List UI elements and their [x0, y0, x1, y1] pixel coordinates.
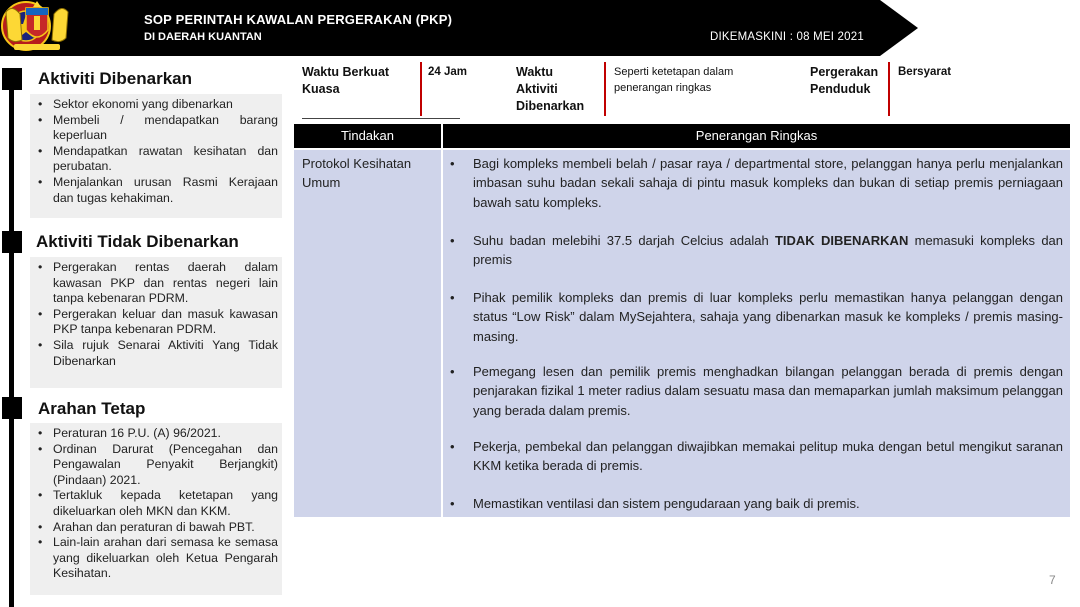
info-separator	[420, 62, 422, 116]
table-row-label: Protokol Kesihatan Umum	[294, 150, 441, 517]
section-title-arahan-tetap: Arahan Tetap	[38, 399, 146, 418]
section-title-aktiviti-dibenarkan: Aktiviti Dibenarkan	[38, 69, 192, 88]
list-item: • Sektor ekonomi yang dibenarkan	[38, 97, 278, 113]
info-separator	[888, 62, 890, 116]
description-item: Pihak pemilik kompleks dan premis di luar kompleks perlu memastikan hanya pelanggan dengan status “Low Risk” dalam MySejahtera, sahaja yang dibenarkan masuk ke kompleks / premis masing-masing.	[473, 290, 1063, 344]
timeline-marker	[2, 231, 22, 253]
list-item: • Arahan dan peraturan di bawah PBT.	[38, 520, 278, 536]
section-box-aktiviti-tidak-dibenarkan	[30, 257, 282, 388]
info-underline	[302, 118, 460, 119]
table-header-penerangan: Penerangan Ringkas	[443, 124, 1070, 148]
page-title: SOP PERINTAH KAWALAN PERGERAKAN (PKP)	[144, 12, 453, 27]
bullet-icon: •	[450, 233, 455, 248]
header-arrow-shape	[0, 0, 918, 56]
section-box-arahan-tetap	[30, 423, 282, 595]
table-header-tindakan: Tindakan	[294, 124, 441, 148]
waktu-berkuat-kuasa-value: 24 Jam	[428, 66, 468, 78]
waktu-berkuat-kuasa-label: Waktu Berkuat Kuasa	[302, 65, 390, 96]
description-item: Pemegang lesen dan pemilik premis menghadkan bilangan pelanggan berada di premis dengan penjarakan fizikal 1 meter radius dalam sesuatu masa dan memaparkan jumlah maksimum pelanggan yang berada dalam premis.	[473, 364, 1063, 418]
list-item: • Mendapatkan rawatan kesihatan dan perubatan.	[38, 144, 278, 175]
page-subtitle: DI DAERAH KUANTAN	[144, 31, 262, 43]
description-item: Bagi kompleks membeli belah / pasar raya / departmental store, pelanggan hanya perlu menjalankan imbasan suhu badan sekali sahaja di pintu masuk kompleks dan bukan di setiap premis perniagaan bawah satu kompleks.	[473, 156, 1063, 210]
list-item: • Pergerakan rentas daerah dalam kawasan PKP dan rentas negeri lain tanpa kebenaran PDRM.	[38, 260, 278, 307]
bullet-icon: •	[450, 496, 455, 511]
waktu-aktiviti-label: Waktu Aktiviti Dibenarkan	[516, 65, 585, 113]
pergerakan-penduduk-value: Bersyarat	[898, 66, 952, 78]
bullet-icon: •	[450, 439, 455, 454]
page-number: 7	[1049, 573, 1056, 587]
table-description-cell	[443, 150, 1070, 517]
coat-of-arms-logo	[0, 0, 74, 52]
description-item: Pekerja, pembekal dan pelanggan diwajibkan memakai pelitup muka dengan betul mengikut saranan KKM ketika berada di premis.	[473, 439, 1063, 474]
timeline-line	[9, 70, 14, 607]
pergerakan-penduduk-label: Pergerakan Penduduk	[810, 65, 879, 96]
timeline-marker	[2, 68, 22, 90]
bullet-icon: •	[450, 156, 455, 171]
section-title-aktiviti-tidak-dibenarkan: Aktiviti Tidak Dibenarkan	[36, 232, 239, 251]
list-item: • Menjalankan urusan Rasmi Kerajaan dan tugas kehakiman.	[38, 175, 278, 206]
list-item: • Ordinan Darurat (Pencegahan dan Pengawalan Penyakit Berjangkit) (Pindaan) 2021.	[38, 442, 278, 489]
waktu-aktiviti-value: Seperti ketetapan dalam penerangan ringkas	[614, 66, 734, 94]
bullet-icon: •	[450, 290, 455, 305]
description-item: Memastikan ventilasi dan sistem pengudaraan yang baik di premis.	[473, 496, 860, 511]
info-separator	[604, 62, 606, 116]
section-box-aktiviti-dibenarkan	[30, 94, 282, 218]
bullet-icon: •	[450, 364, 455, 379]
header-banner	[0, 0, 918, 56]
timeline-marker	[2, 397, 22, 419]
list-item: • Peraturan 16 P.U. (A) 96/2021.	[38, 426, 278, 442]
updated-date: DIKEMASKINI : 08 MEI 2021	[710, 31, 864, 43]
list-item: • Pergerakan keluar dan masuk kawasan PKP tanpa kebenaran PDRM.	[38, 307, 278, 338]
description-item: Suhu badan melebihi 37.5 darjah Celcius adalah TIDAK DIBENARKAN memasuki kompleks dan premis	[473, 233, 1064, 268]
list-item: • Membeli / mendapatkan barang keperluan	[38, 113, 278, 144]
list-item: • Tertakluk kepada ketetapan yang dikeluarkan oleh MKN dan KKM.	[38, 488, 278, 519]
list-item: • Sila rujuk Senarai Aktiviti Yang Tidak Dibenarkan	[38, 338, 278, 369]
list-item: • Lain-lain arahan dari semasa ke semasa yang dikeluarkan oleh Ketua Pengarah Kesihatan.	[38, 535, 278, 582]
